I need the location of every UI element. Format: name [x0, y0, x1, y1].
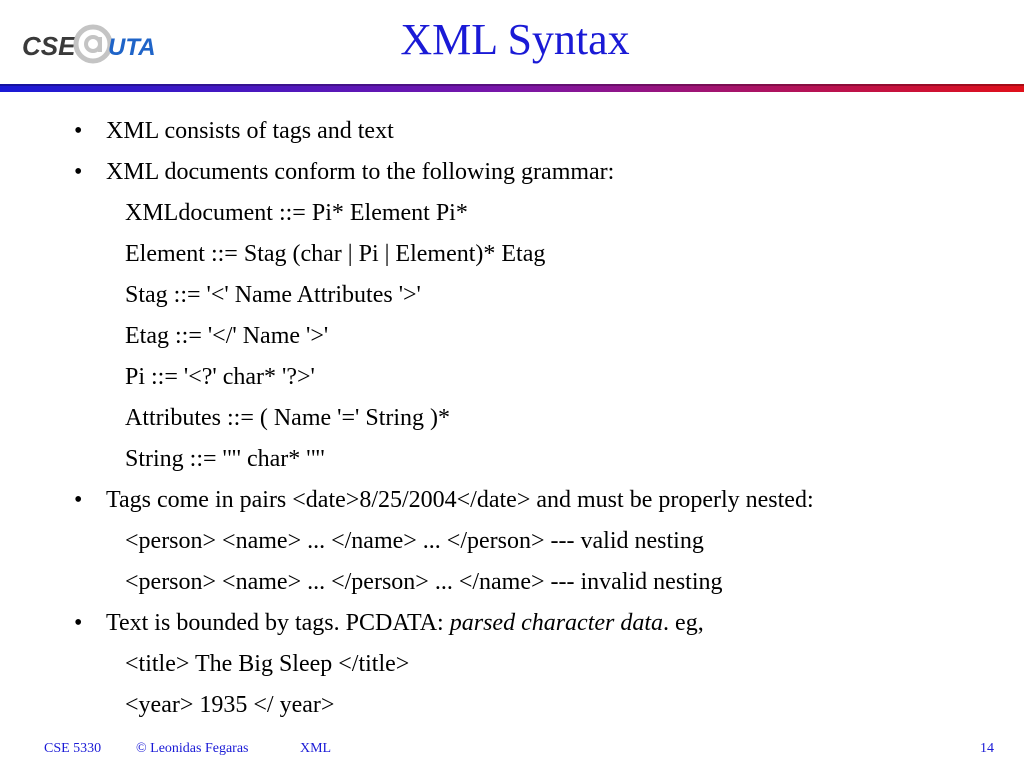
- grammar-rule: Etag ::= '</' Name '>': [125, 323, 329, 349]
- bullet-item: [74, 485, 814, 515]
- pcdata-example: <year> 1935 </ year>: [125, 692, 335, 718]
- nesting-example: <person> <name> ... </name> ... </person> --- valid nesting: [125, 528, 704, 554]
- title-divider: [0, 84, 1024, 92]
- bullet-text-lead: Text is bounded by tags. PCDATA:: [106, 610, 450, 636]
- footer-topic: XML: [300, 741, 332, 756]
- bullet-glyph: •: [74, 610, 83, 636]
- logo-uta-text: UTA: [108, 34, 156, 61]
- footer-course: CSE 5330: [44, 741, 102, 756]
- pcdata-example: <title> The Big Sleep </title>: [125, 651, 410, 677]
- bullet-item: [74, 608, 704, 638]
- bullet-glyph: •: [74, 118, 83, 144]
- bullet-text: XML documents conform to the following grammar:: [106, 159, 615, 185]
- bullet-text-tail: . eg,: [663, 610, 704, 636]
- nesting-example: <person> <name> ... </person> ... </name> --- invalid nesting: [125, 569, 723, 595]
- bullet-glyph: •: [74, 159, 83, 185]
- slide-title: XML Syntax: [400, 15, 630, 64]
- grammar-rule: Stag ::= '<' Name Attributes '>': [125, 282, 421, 308]
- logo-cse-text: CSE: [22, 31, 76, 61]
- grammar-rule: Pi ::= '<?' char* '?>': [125, 364, 315, 390]
- bullet-glyph: •: [74, 487, 83, 513]
- bullet-text: Tags come in pairs <date>8/25/2004</date> and must be properly nested:: [106, 487, 814, 513]
- footer-author: © Leonidas Fegaras: [136, 741, 249, 756]
- bullet-text-emphasis: parsed character data: [449, 610, 664, 636]
- footer-page-number: 14: [980, 741, 994, 756]
- grammar-rule: XMLdocument ::= Pi* Element Pi*: [125, 200, 468, 226]
- grammar-rule: Element ::= Stag (char | Pi | Element)* Etag: [125, 241, 546, 267]
- grammar-rule: Attributes ::= ( Name '=' String )*: [125, 405, 451, 431]
- grammar-rule: String ::= '"' char* '"': [125, 446, 325, 472]
- bullet-item: [74, 116, 394, 146]
- bullet-item: [74, 157, 614, 187]
- bullet-text: XML consists of tags and text: [106, 118, 394, 144]
